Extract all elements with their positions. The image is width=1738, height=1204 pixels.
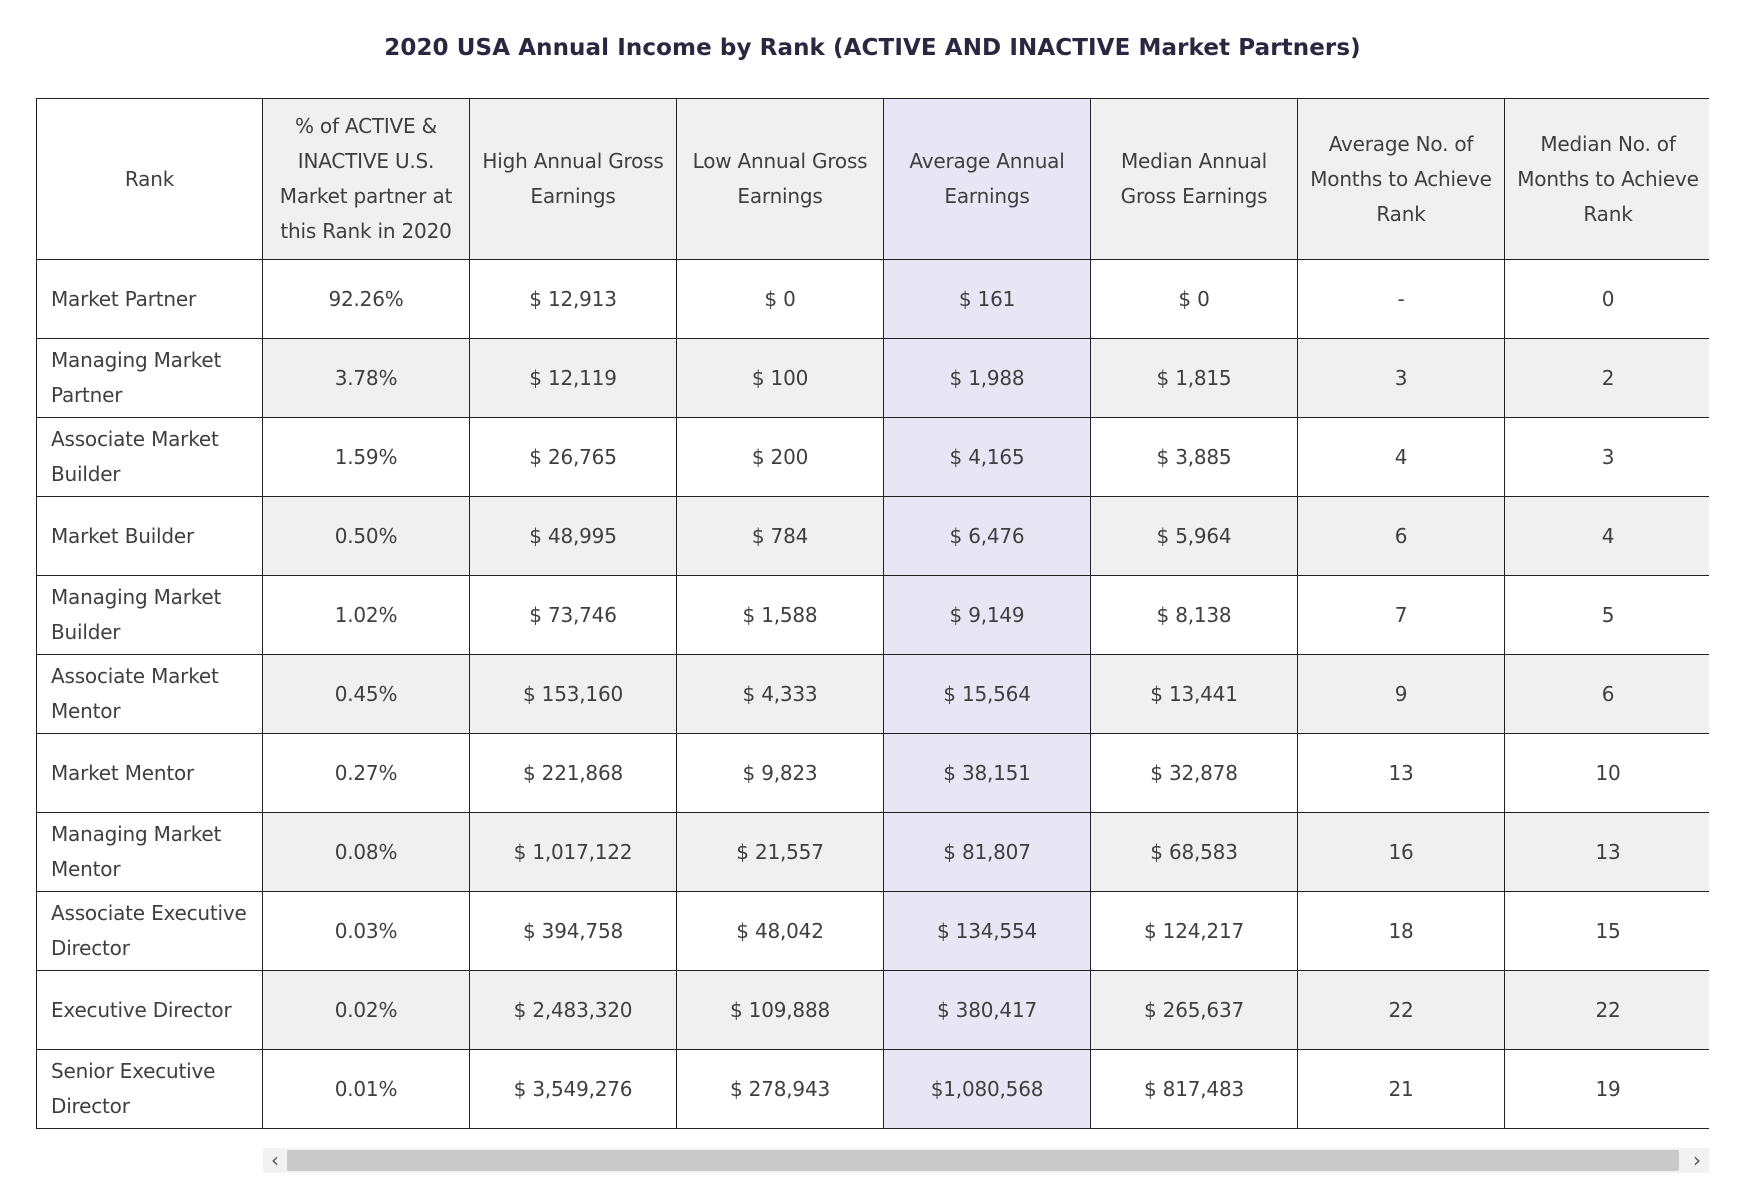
median-earnings-cell: $ 32,878 (1091, 734, 1298, 813)
average-earnings-cell: $1,080,568 (884, 1050, 1091, 1129)
header-percent-at-rank: % of ACTIVE & INACTIVE U.S. Market partner at this Rank in 2020 (263, 99, 470, 260)
scroll-left-arrow-icon[interactable]: ‹ (271, 1148, 279, 1172)
percent-cell: 0.45% (263, 655, 470, 734)
table-row (37, 339, 1710, 418)
low-earnings-cell: $ 1,588 (677, 576, 884, 655)
median-earnings-cell: $ 3,885 (1091, 418, 1298, 497)
high-earnings-cell: $ 12,913 (470, 260, 677, 339)
percent-cell: 0.27% (263, 734, 470, 813)
rank-cell: Managing Market Partner (37, 339, 263, 418)
median-months-cell: 2 (1505, 339, 1710, 418)
high-earnings-cell: $ 48,995 (470, 497, 677, 576)
table-row (37, 892, 1710, 971)
average-earnings-cell: $ 9,149 (884, 576, 1091, 655)
median-earnings-cell: $ 68,583 (1091, 813, 1298, 892)
low-earnings-cell: $ 100 (677, 339, 884, 418)
header-median-earnings: Median Annual Gross Earnings (1091, 99, 1298, 260)
high-earnings-cell: $ 73,746 (470, 576, 677, 655)
median-months-cell: 3 (1505, 418, 1710, 497)
median-months-cell: 10 (1505, 734, 1710, 813)
rank-cell: Senior Executive Director (37, 1050, 263, 1129)
table-row (37, 734, 1710, 813)
median-months-cell: 0 (1505, 260, 1710, 339)
average-months-cell: 22 (1298, 971, 1505, 1050)
rank-cell: Associate Executive Director (37, 892, 263, 971)
table-row (37, 813, 1710, 892)
low-earnings-cell: $ 21,557 (677, 813, 884, 892)
high-earnings-cell: $ 2,483,320 (470, 971, 677, 1050)
median-months-cell: 6 (1505, 655, 1710, 734)
median-earnings-cell: $ 0 (1091, 260, 1298, 339)
percent-cell: 0.08% (263, 813, 470, 892)
low-earnings-cell: $ 109,888 (677, 971, 884, 1050)
low-earnings-cell: $ 278,943 (677, 1050, 884, 1129)
average-earnings-cell: $ 38,151 (884, 734, 1091, 813)
percent-cell: 0.03% (263, 892, 470, 971)
table-row (37, 576, 1710, 655)
median-earnings-cell: $ 817,483 (1091, 1050, 1298, 1129)
header-median-months: Median No. of Months to Achieve Rank (1505, 99, 1710, 260)
high-earnings-cell: $ 221,868 (470, 734, 677, 813)
table-row (37, 418, 1710, 497)
percent-cell: 0.01% (263, 1050, 470, 1129)
table-body (37, 260, 1710, 1129)
average-months-cell: 16 (1298, 813, 1505, 892)
median-months-cell: 13 (1505, 813, 1710, 892)
average-earnings-cell: $ 134,554 (884, 892, 1091, 971)
average-earnings-cell: $ 15,564 (884, 655, 1091, 734)
low-earnings-cell: $ 784 (677, 497, 884, 576)
percent-cell: 1.02% (263, 576, 470, 655)
table-row (37, 655, 1710, 734)
low-earnings-cell: $ 48,042 (677, 892, 884, 971)
median-earnings-cell: $ 265,637 (1091, 971, 1298, 1050)
high-earnings-cell: $ 153,160 (470, 655, 677, 734)
rank-cell: Market Builder (37, 497, 263, 576)
scrollbar-thumb[interactable] (287, 1150, 1679, 1171)
table-row (37, 260, 1710, 339)
average-months-cell: 21 (1298, 1050, 1505, 1129)
high-earnings-cell: $ 12,119 (470, 339, 677, 418)
average-months-cell: 4 (1298, 418, 1505, 497)
average-earnings-cell: $ 1,988 (884, 339, 1091, 418)
median-earnings-cell: $ 13,441 (1091, 655, 1298, 734)
percent-cell: 3.78% (263, 339, 470, 418)
percent-cell: 1.59% (263, 418, 470, 497)
median-months-cell: 5 (1505, 576, 1710, 655)
rank-cell: Associate Market Mentor (37, 655, 263, 734)
header-average-months: Average No. of Months to Achieve Rank (1298, 99, 1505, 260)
median-earnings-cell: $ 5,964 (1091, 497, 1298, 576)
percent-cell: 0.50% (263, 497, 470, 576)
percent-cell: 92.26% (263, 260, 470, 339)
horizontal-scrollbar[interactable] (263, 1148, 1709, 1173)
rank-cell: Market Mentor (37, 734, 263, 813)
low-earnings-cell: $ 4,333 (677, 655, 884, 734)
low-earnings-cell: $ 0 (677, 260, 884, 339)
rank-cell: Market Partner (37, 260, 263, 339)
average-earnings-cell: $ 161 (884, 260, 1091, 339)
rank-cell: Managing Market Builder (37, 576, 263, 655)
average-earnings-cell: $ 81,807 (884, 813, 1091, 892)
percent-cell: 0.02% (263, 971, 470, 1050)
median-earnings-cell: $ 8,138 (1091, 576, 1298, 655)
table-row (37, 971, 1710, 1050)
rank-cell: Managing Market Mentor (37, 813, 263, 892)
average-months-cell: - (1298, 260, 1505, 339)
low-earnings-cell: $ 9,823 (677, 734, 884, 813)
average-earnings-cell: $ 380,417 (884, 971, 1091, 1050)
median-months-cell: 15 (1505, 892, 1710, 971)
header-rank: Rank (37, 99, 263, 260)
header-low-earnings: Low Annual Gross Earnings (677, 99, 884, 260)
median-months-cell: 19 (1505, 1050, 1710, 1129)
high-earnings-cell: $ 394,758 (470, 892, 677, 971)
average-months-cell: 13 (1298, 734, 1505, 813)
table-row (37, 1050, 1710, 1129)
scroll-right-arrow-icon[interactable]: › (1693, 1148, 1701, 1172)
average-months-cell: 9 (1298, 655, 1505, 734)
income-table (36, 98, 1709, 1129)
average-months-cell: 7 (1298, 576, 1505, 655)
median-months-cell: 22 (1505, 971, 1710, 1050)
average-earnings-cell: $ 6,476 (884, 497, 1091, 576)
median-earnings-cell: $ 124,217 (1091, 892, 1298, 971)
header-high-earnings: High Annual Gross Earnings (470, 99, 677, 260)
average-months-cell: 6 (1298, 497, 1505, 576)
header-average-earnings: Average Annual Earnings (884, 99, 1091, 260)
rank-cell: Executive Director (37, 971, 263, 1050)
rank-cell: Associate Market Builder (37, 418, 263, 497)
table-header-row (37, 99, 1710, 260)
low-earnings-cell: $ 200 (677, 418, 884, 497)
income-table-container[interactable] (36, 98, 1709, 1148)
high-earnings-cell: $ 26,765 (470, 418, 677, 497)
page-title: 2020 USA Annual Income by Rank (ACTIVE AND INACTIVE Market Partners) (384, 35, 1361, 62)
high-earnings-cell: $ 1,017,122 (470, 813, 677, 892)
average-earnings-cell: $ 4,165 (884, 418, 1091, 497)
table-row (37, 497, 1710, 576)
median-earnings-cell: $ 1,815 (1091, 339, 1298, 418)
average-months-cell: 3 (1298, 339, 1505, 418)
median-months-cell: 4 (1505, 497, 1710, 576)
average-months-cell: 18 (1298, 892, 1505, 971)
high-earnings-cell: $ 3,549,276 (470, 1050, 677, 1129)
